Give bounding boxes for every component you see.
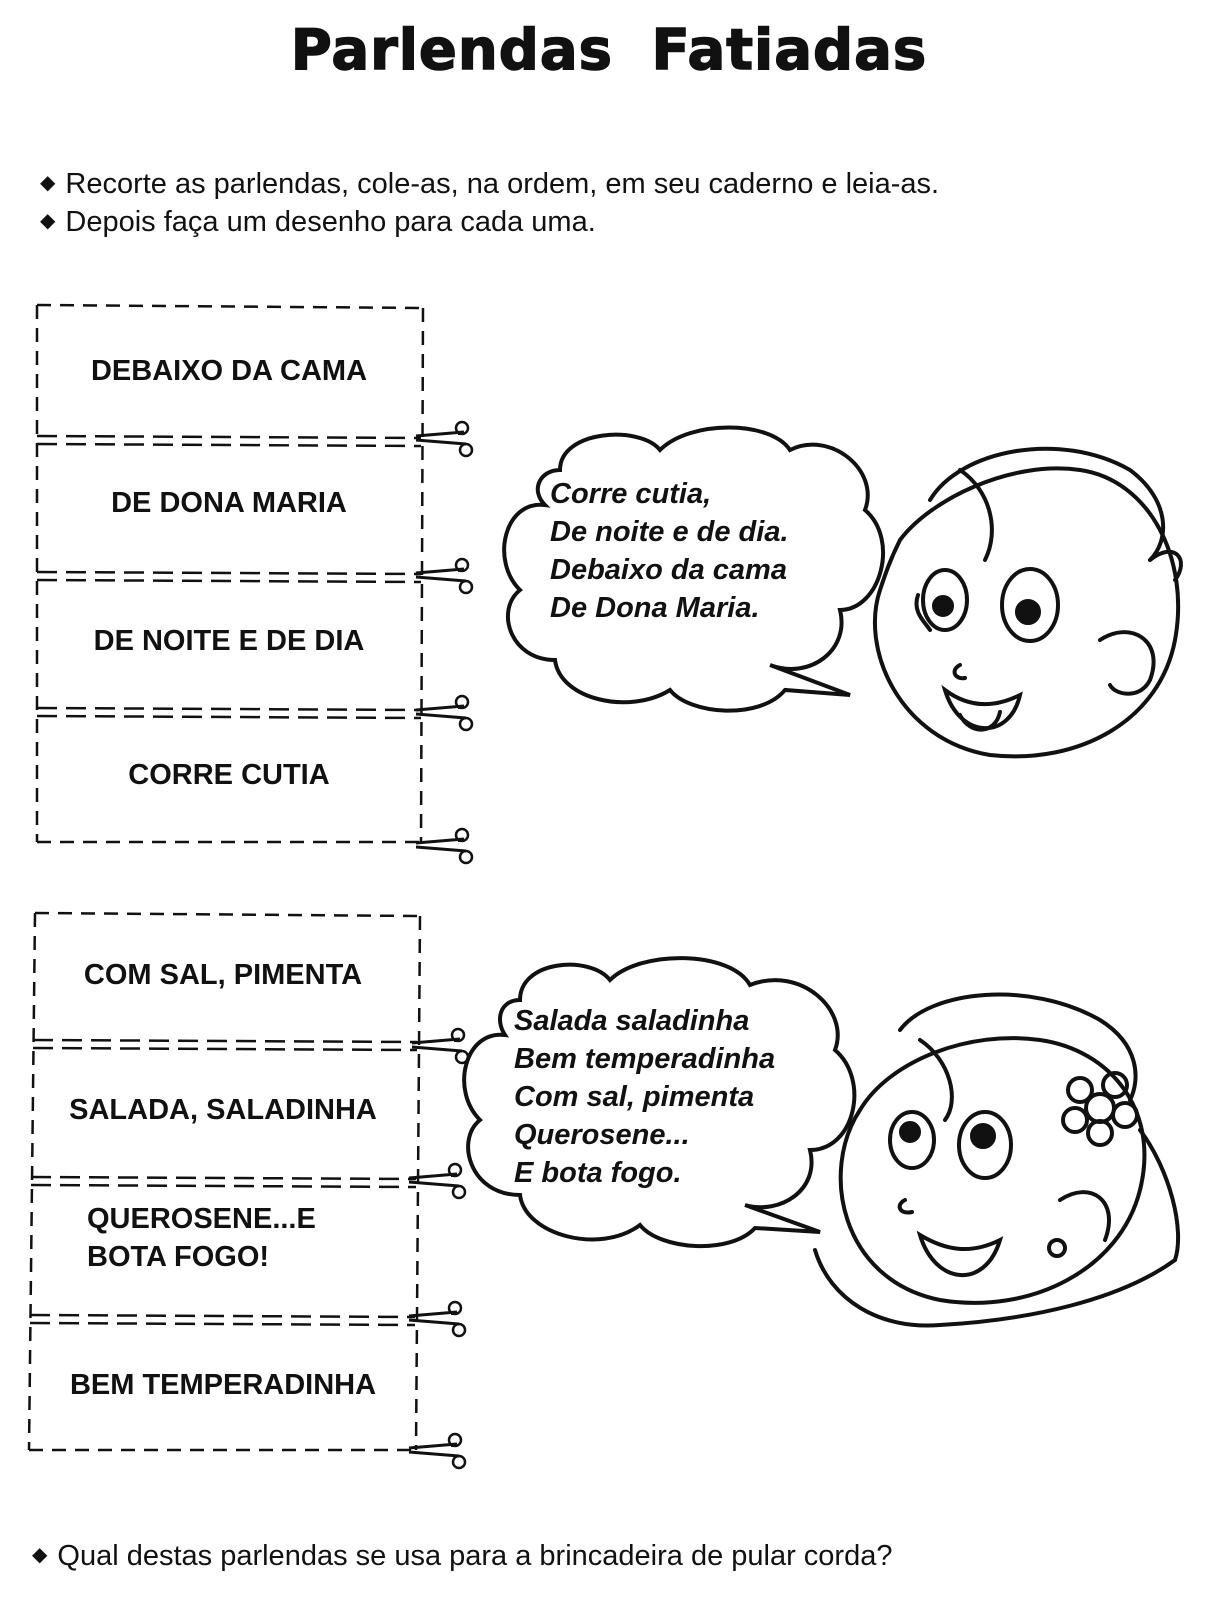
strip-label: COM SAL, PIMENTA (83, 959, 363, 991)
strip-label: BOTA FOGO! (87, 1241, 270, 1273)
instruction-1: ◆ Recorte as parlendas, cole-as, na ordem, em seu caderno e leia-as. (40, 168, 940, 200)
strip-set-2 (31, 913, 417, 1450)
cut-strip[interactable] (31, 913, 415, 1044)
strip-label: CORRE CUTIA (128, 759, 330, 791)
bubble-line: Bem temperadinha (514, 1043, 776, 1075)
bubble-line: E bota fogo. (514, 1157, 682, 1189)
cut-strip[interactable] (37, 579, 421, 713)
strip-label: QUEROSENE...E (87, 1203, 316, 1235)
bubble-2-text (514, 1002, 775, 1192)
scissors-icon (412, 1029, 468, 1063)
cut-strip[interactable] (31, 1325, 415, 1450)
scissors-icon (409, 1434, 465, 1468)
question: ◆ Qual destas parlendas se usa para a brincadeira de pular corda? (32, 1540, 893, 1572)
cut-strip[interactable] (31, 1187, 415, 1319)
bubble-line: De Dona Maria. (550, 592, 760, 624)
diamond-bullet-icon: ◆ (40, 210, 56, 232)
diamond-bullet-icon: ◆ (32, 1544, 48, 1566)
strip-label: SALADA, SALADINHA (69, 1094, 377, 1126)
boy-face-illustration (875, 449, 1181, 757)
bubble-line: Querosene... (514, 1119, 690, 1151)
instruction-2: ◆ Depois faça um desenho para cada uma. (40, 206, 596, 238)
scissors-icon (416, 829, 472, 863)
scissors-icon (416, 422, 472, 456)
bubble-line: Com sal, pimenta (514, 1081, 755, 1113)
scissors-icon (416, 559, 472, 593)
cut-strip[interactable] (37, 443, 421, 577)
girl-face-illustration (815, 995, 1178, 1326)
cut-strip[interactable] (31, 1050, 415, 1181)
bubble-line: Debaixo da cama (550, 554, 787, 586)
bubble-1-text (550, 475, 789, 627)
strip-label: DEBAIXO DA CAMA (90, 355, 368, 387)
strip-label: DE NOITE E DE DIA (93, 625, 365, 657)
bubble-line: Salada saladinha (514, 1005, 750, 1037)
strip-label: DE DONA MARIA (111, 487, 347, 519)
bubble-line: De noite e de dia. (550, 516, 789, 548)
strip-set-1 (37, 305, 421, 842)
scissors-icon (416, 696, 472, 730)
diamond-bullet-icon: ◆ (40, 172, 56, 194)
page-title: Parlendas Fatiadas (290, 18, 928, 83)
cut-strip[interactable] (37, 715, 421, 842)
strip-label: BEM TEMPERADINHA (69, 1369, 377, 1401)
bubble-line: Corre cutia, (550, 478, 712, 510)
cut-strip[interactable] (37, 305, 421, 439)
